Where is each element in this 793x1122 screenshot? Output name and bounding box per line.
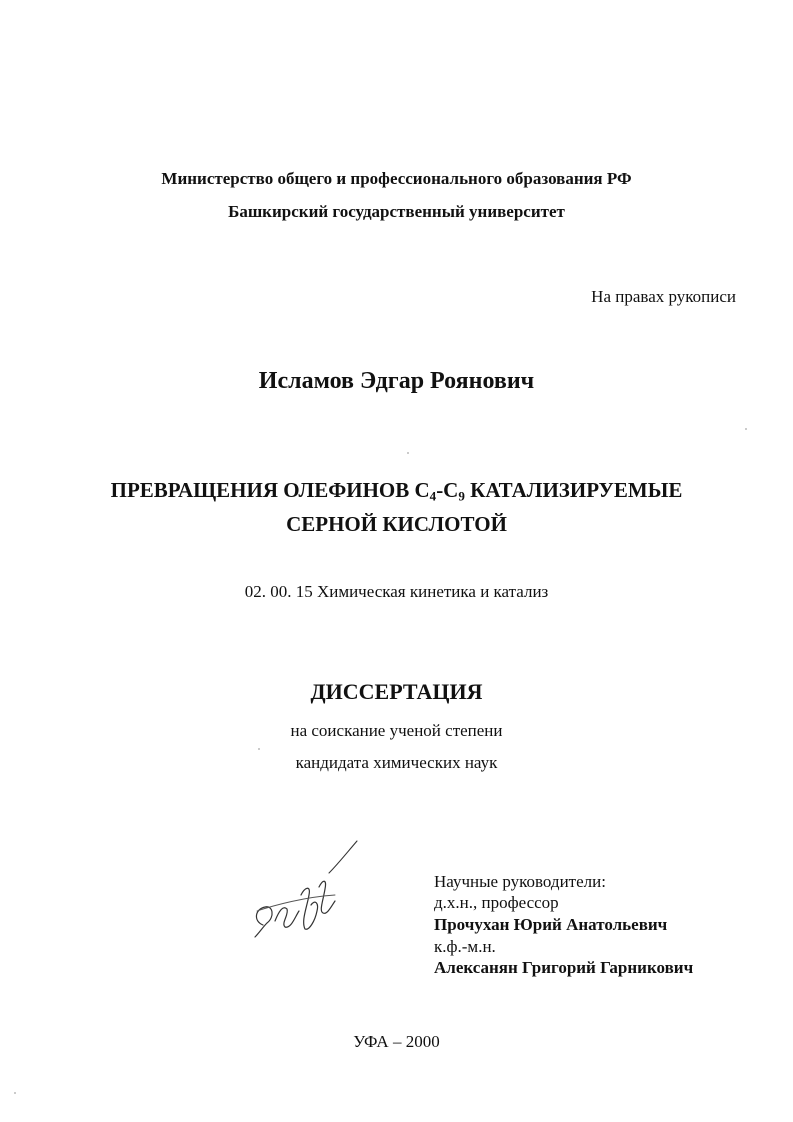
degree-line2: кандидата химических наук (295, 753, 498, 772)
dissertation-title-line1 (0, 480, 793, 502)
title-text-end: КАТАЛИЗИРУЕМЫЕ (464, 478, 683, 502)
handwritten-signature (245, 825, 375, 965)
university-name: Башкирский государственный университет (228, 202, 565, 221)
degree-line1: на соискание ученой степени (290, 721, 503, 740)
rights-note: На правах рукописи (591, 287, 736, 306)
supervisor1-name: Прочухан Юрий Анатольевич (434, 915, 668, 934)
title-subscript-9: 9 (458, 488, 465, 504)
ministry-name: Министерство общего и профессионального образования РФ (161, 169, 632, 188)
specialty-code: 02. 00. 15 Химическая кинетика и катализ (244, 582, 549, 601)
author-name: Исламов Эдгар Роянович (258, 368, 535, 394)
place-and-year: УФА – 2000 (353, 1032, 440, 1051)
title-text-start: ПРЕВРАЩЕНИЯ ОЛЕФИНОВ С (110, 478, 430, 502)
scan-speck (745, 428, 747, 430)
dissertation-title-line2: СЕРНОЙ КИСЛОТОЙ (286, 512, 507, 536)
supervisor1-title: д.х.н., профессор (434, 893, 559, 912)
scan-speck (407, 452, 409, 454)
title-subscript-4: 4 (429, 488, 437, 504)
title-dash: -С (436, 478, 459, 502)
supervisors-heading: Научные руководители: (434, 872, 606, 891)
supervisor2-name: Алексанян Григорий Гарникович (434, 958, 694, 977)
supervisor2-title: к.ф.-м.н. (434, 937, 496, 956)
scan-speck (258, 748, 260, 750)
scan-speck (14, 1092, 16, 1094)
document-type: ДИССЕРТАЦИЯ (310, 679, 483, 704)
